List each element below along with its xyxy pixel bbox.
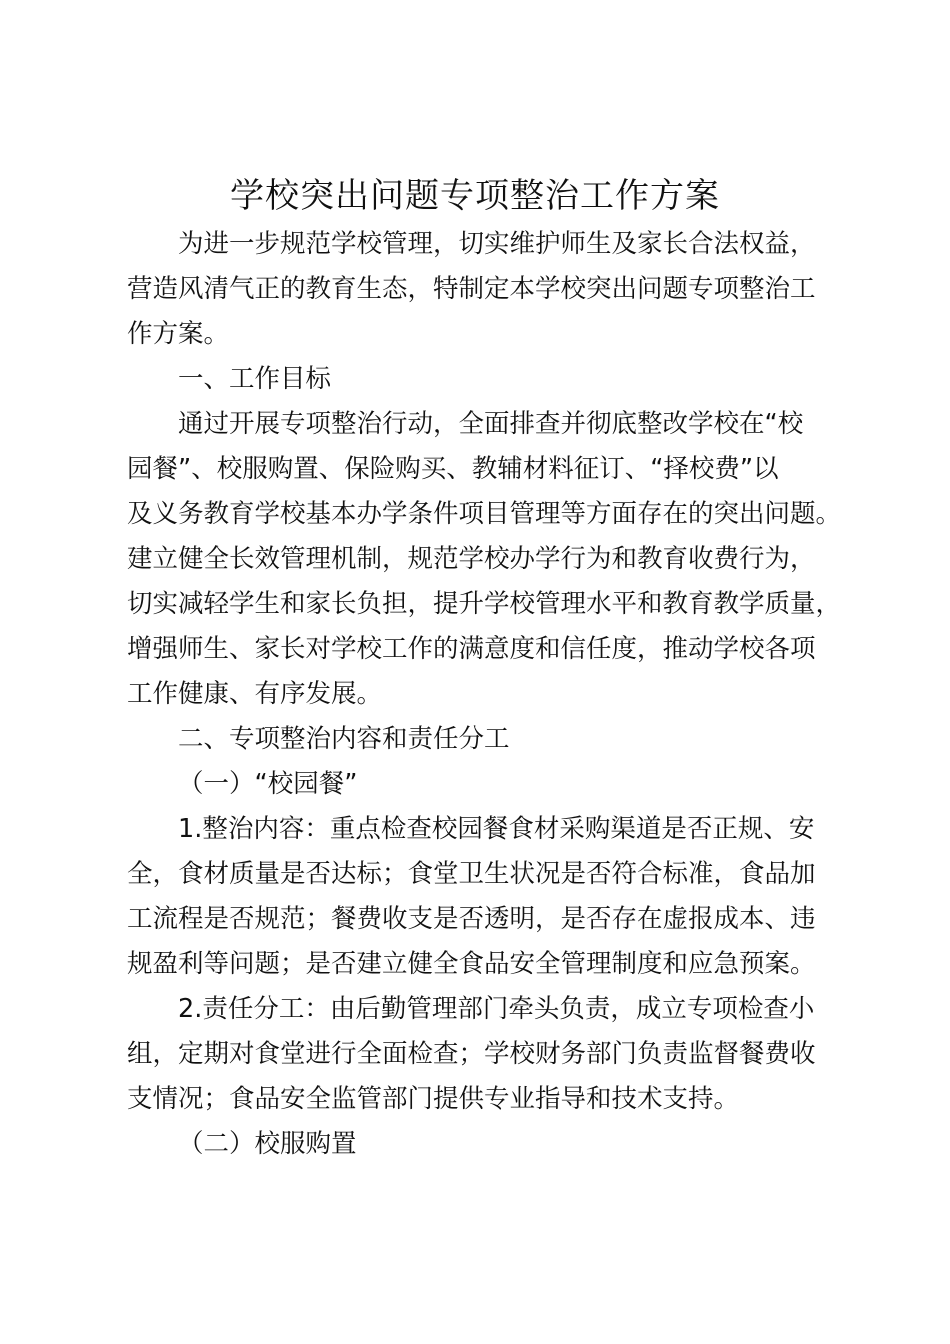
goals-line-3: 及义务教育学校基本办学条件项目管理等方面存在的突出问题。 [127,499,842,529]
intro-line-1: 为进一步规范学校管理，切实维护师生及家长合法权益， [178,229,816,259]
goals-line-7: 工作健康、有序发展。 [127,679,383,709]
goals-line-2: 园餐”、校服购置、保险购买、教辅材料征订、“择校费”以 [127,454,779,484]
canteen-content-line-2: 全，食材质量是否达标；食堂卫生状况是否符合标准，食品加 [127,859,816,889]
canteen-duty-line-1: 2.责任分工：由后勤管理部门牵头负责，成立专项检查小 [178,994,815,1024]
document-title: 学校突出问题专项整治工作方案 [230,176,720,216]
goals-line-4: 建立健全长效管理机制，规范学校办学行为和教育收费行为， [127,544,816,574]
intro-line-3: 作方案。 [127,319,230,349]
goals-line-5: 切实减轻学生和家长负担，提升学校管理水平和教育教学质量， [127,589,842,619]
intro-line-2: 营造风清气正的教育生态，特制定本学校突出问题专项整治工 [127,274,816,304]
section-heading-content: 二、专项整治内容和责任分工 [178,724,510,754]
goals-line-6: 增强师生、家长对学校工作的满意度和信任度，推动学校各项 [127,634,816,664]
subsection-heading-uniform: （二）校服购置 [178,1129,357,1159]
section-heading-goals: 一、工作目标 [178,364,332,394]
canteen-duty-line-2: 组，定期对食堂进行全面检查；学校财务部门负责监督餐费收 [127,1039,816,1069]
subsection-heading-canteen: （一）“校园餐” [178,769,358,799]
canteen-content-line-4: 规盈利等问题；是否建立健全食品安全管理制度和应急预案。 [127,949,816,979]
canteen-content-line-1: 1.整治内容：重点检查校园餐食材采购渠道是否正规、安 [178,814,815,844]
canteen-duty-line-3: 支情况；食品安全监管部门提供专业指导和技术支持。 [127,1084,740,1114]
goals-line-1: 通过开展专项整治行动，全面排查并彻底整改学校在“校 [178,409,804,439]
canteen-content-line-3: 工流程是否规范；餐费收支是否透明，是否存在虚报成本、违 [127,904,816,934]
